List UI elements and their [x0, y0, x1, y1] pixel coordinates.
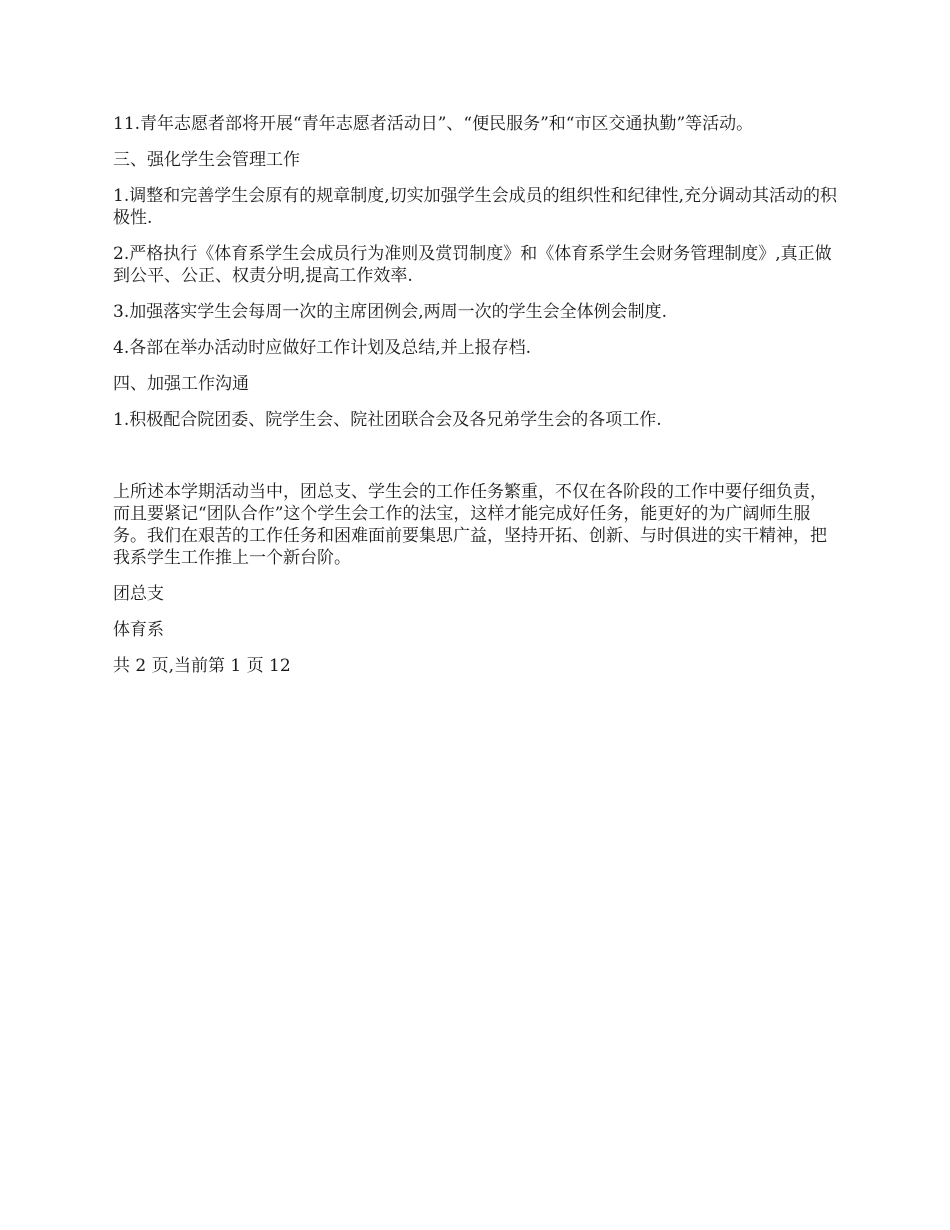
page-info: 共 2 页,当前第 1 页 12	[113, 656, 291, 676]
signature-organization: 团总支	[113, 584, 164, 604]
paragraph-volunteer-activities: 11.青年志愿者部将开展“青年志愿者活动日”、“便民服务”和“市区交通执勤”等活动。	[113, 114, 754, 134]
paragraph-regulations: 2.严格执行《体育系学生会成员行为准则及赏罚制度》和《体育系学生会财务管理制度》,真正做到公平、公正、权责分明,提高工作效率.	[113, 244, 832, 286]
spacer	[113, 445, 840, 481]
document-page	[113, 113, 840, 691]
section-heading-management: 三、强化学生会管理工作	[113, 150, 300, 170]
paragraph-planning: 4.各部在举办活动时应做好工作计划及总结,并上报存档.	[113, 338, 532, 358]
paragraph-meetings: 3.加强落实学生会每周一次的主席团例会,两周一次的学生会全体例会制度.	[113, 302, 668, 322]
paragraph-cooperation: 1.积极配合院团委、院学生会、院社团联合会及各兄弟学生会的各项工作.	[113, 410, 662, 430]
paragraph-rules: 1.调整和完善学生会原有的规章制度,切实加强学生会成员的组织性和纪律性,充分调动其活动的积极性.	[113, 186, 838, 228]
paragraph-conclusion: 上所述本学期活动当中，团总支、学生会的工作任务繁重，不仅在各阶段的工作中要仔细负责，而且要紧记“团队合作”这个学生会工作的法宝，这样才能完成好任务，能更好的为广阔师生服务。我们在艰苦的工作任务和困难面前要集思广益，坚持开拓、创新、与时俱进的实干精神，把我系学生工作推上一个新台阶。	[113, 482, 827, 568]
signature-department: 体育系	[113, 620, 164, 640]
section-heading-communication: 四、加强工作沟通	[113, 374, 249, 394]
